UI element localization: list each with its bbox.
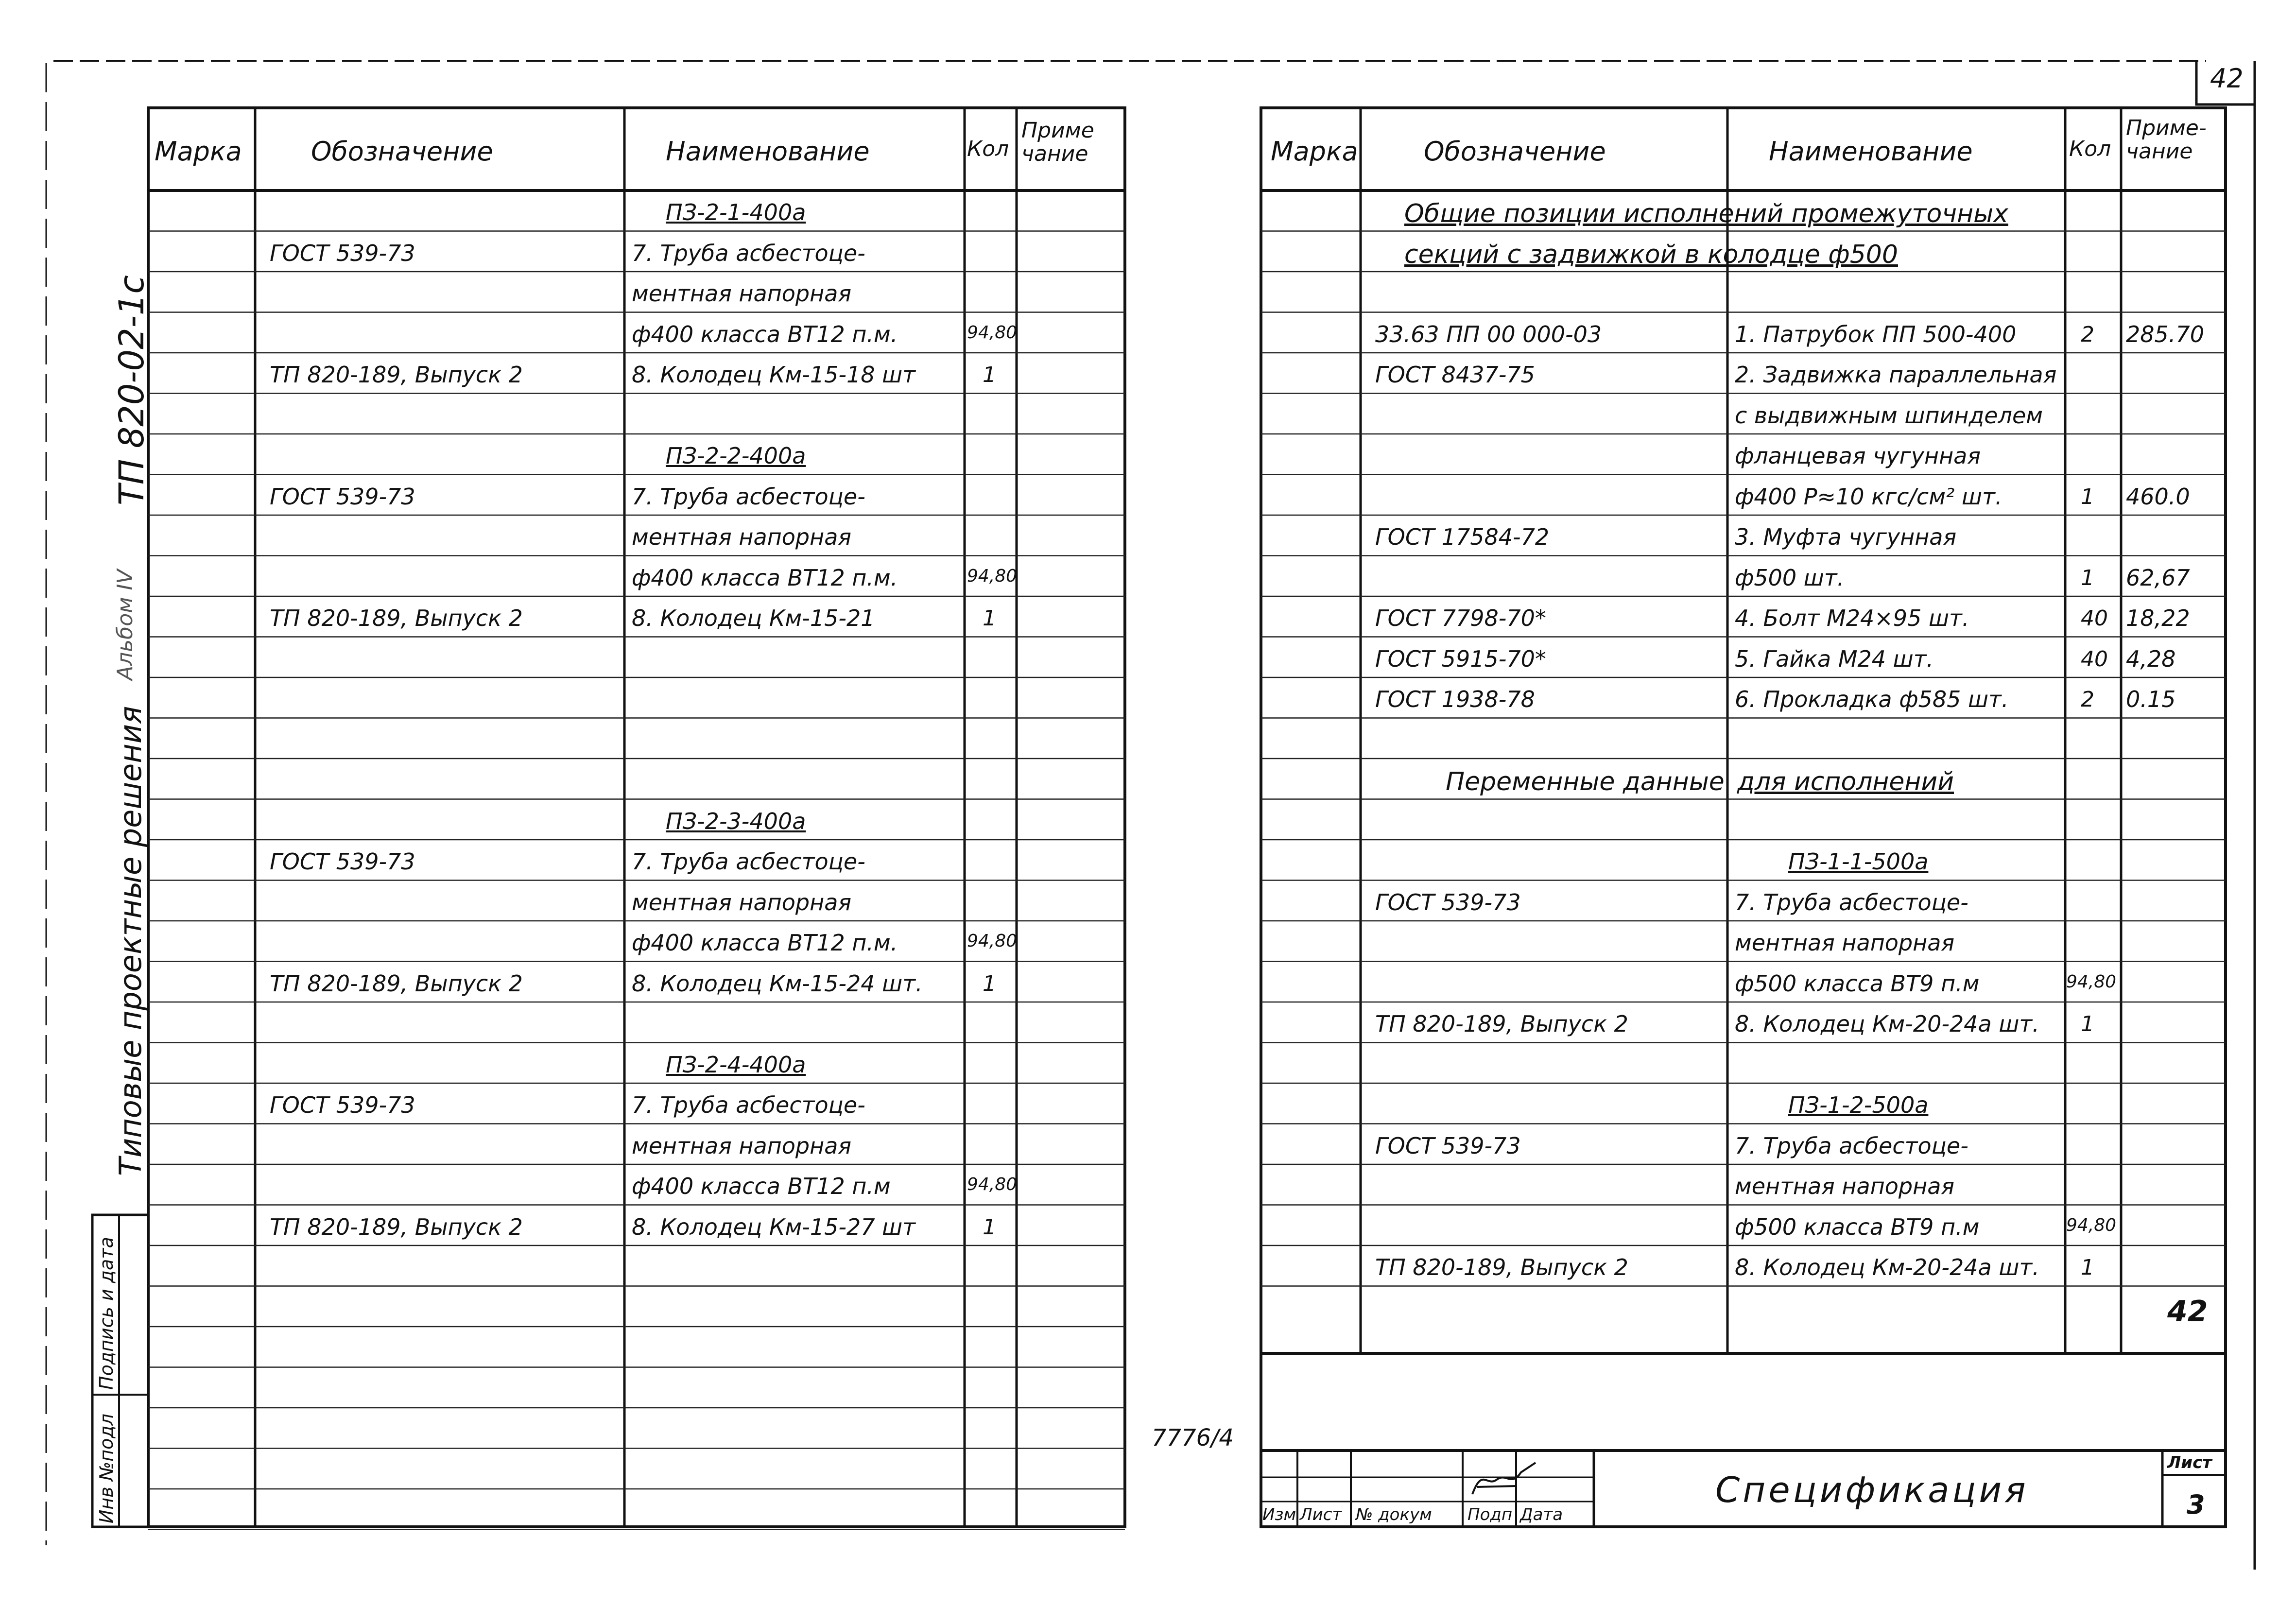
table-row-designation: ТП 820-189, Выпуск 2 — [1375, 1011, 1628, 1037]
table-row-designation: ГОСТ 539-73 — [270, 1092, 415, 1118]
table-row-designation: Переменные данные — [1446, 767, 1725, 796]
table-row-name: ПЗ-2-4-400а — [666, 1051, 806, 1078]
table-row-name: 2. Задвижка параллельная — [1735, 362, 2057, 388]
table-row-qty: 1 — [2081, 484, 2094, 509]
table-row-name: ф500 шт. — [1735, 564, 1845, 591]
sheet-number: 3 — [2187, 1489, 2205, 1520]
table-row-name: 8. Колодец Км-15-21 — [632, 605, 875, 631]
table-row-name: 1. Патрубок ПП 500-400 — [1735, 321, 2017, 347]
table-row-name: 3. Муфта чугунная — [1735, 524, 1957, 550]
table-row-designation: ТП 820-189, Выпуск 2 — [1375, 1254, 1628, 1280]
series-label: Типовые проектные решения — [113, 706, 148, 1176]
table-row-name: 5. Гайка М24 шт. — [1735, 645, 1934, 672]
table-row-qty: 2 — [2081, 322, 2094, 347]
table-row-designation: Общие позиции исполнений промежуточных — [1404, 199, 2008, 228]
table-row-qty: 94,80 — [967, 566, 1018, 586]
left-header-mark: Марка — [155, 136, 242, 167]
sheet-label: Лист — [2167, 1453, 2212, 1472]
title-col-doc: № докум — [1356, 1505, 1432, 1524]
table-row-name: ПЗ-2-2-400а — [666, 443, 806, 469]
table-row-name: 7. Труба асбестоце- — [632, 240, 865, 266]
right-header-mark: Марка — [1271, 136, 1358, 167]
table-row-name: ментная напорная — [1735, 930, 1955, 956]
table-row-qty: 1 — [983, 606, 996, 631]
table-row-name: ф400 класса ВТ12 п.м — [632, 1173, 891, 1199]
table-row-name: 7. Труба асбестоце- — [1735, 889, 1968, 916]
table-row-designation: ГОСТ 539-73 — [1375, 1132, 1521, 1159]
table-row-designation: 33.63 ПП 00 000-03 — [1375, 321, 1602, 347]
table-row-qty: 40 — [2081, 606, 2108, 631]
left-header-note: Приме чание — [1021, 118, 1094, 167]
table-row-designation: ГОСТ 539-73 — [270, 483, 415, 510]
table-row-name: ф400 класса ВТ12 п.м. — [632, 930, 898, 956]
table-row-qty: 40 — [2081, 646, 2108, 672]
album-label: Альбом IV — [113, 569, 138, 680]
table-row-name: 7. Труба асбестоце- — [1735, 1132, 1968, 1159]
table-row-qty: 1 — [2081, 565, 2094, 590]
left-header-qty: Кол — [967, 137, 1009, 161]
table-row-designation: ГОСТ 8437-75 — [1375, 362, 1535, 388]
table-row-designation: ГОСТ 1938-78 — [1375, 686, 1535, 712]
right-header-qty: Кол — [2069, 137, 2111, 161]
table-row-qty: 94,80 — [967, 1175, 1018, 1194]
table-row-name: 8. Колодец Км-20-24а шт. — [1735, 1011, 2039, 1037]
title-col-izm: Изм — [1262, 1505, 1296, 1524]
table-row-name: ф500 класса ВТ9 п.м — [1735, 1213, 1980, 1240]
table-row-name: ментная напорная — [632, 280, 852, 307]
table-row-note: 42 — [2167, 1294, 2208, 1329]
table-row-name: для исполнений — [1737, 767, 1954, 796]
table-row-name: фланцевая чугунная — [1735, 443, 1981, 469]
table-row-note: 460.0 — [2126, 483, 2190, 510]
table-row-qty: 1 — [983, 1214, 996, 1240]
right-header-note: Приме-чание — [2126, 116, 2207, 164]
table-row-name: ПЗ-2-1-400а — [666, 199, 806, 225]
table-row-note: 0.15 — [2126, 686, 2176, 712]
table-row-name: ментная напорная — [1735, 1173, 1955, 1199]
stamp-inventory-label: Инв №подл — [96, 1414, 117, 1523]
table-row-name: 8. Колодец Км-15-18 шт — [632, 362, 916, 388]
table-row-designation: ГОСТ 539-73 — [270, 848, 415, 875]
table-row-designation: секций с задвижкой в колодце ф500 — [1404, 240, 1898, 269]
title-col-date: Дата — [1520, 1505, 1563, 1524]
table-row-name: ПЗ-1-2-500а — [1788, 1092, 1929, 1118]
table-row-qty: 94,80 — [2066, 971, 2117, 992]
table-row-qty: 94,80 — [967, 322, 1018, 343]
page-number: 42 — [2210, 63, 2244, 94]
table-row-designation: ТП 820-189, Выпуск 2 — [270, 1213, 523, 1240]
table-row-qty: 2 — [2081, 687, 2094, 712]
drawing-code: ТП 820-02-1с — [112, 275, 152, 505]
left-header-designation: Обозначение — [311, 136, 493, 167]
title-col-sign: Подп — [1467, 1505, 1513, 1524]
table-row-name: ф400 Р≈10 кгс/см² шт. — [1735, 483, 2003, 510]
table-row-note: 62,67 — [2126, 564, 2190, 591]
table-row-name: ментная напорная — [632, 1132, 852, 1159]
table-row-designation: ТП 820-189, Выпуск 2 — [270, 362, 523, 388]
table-row-name: с выдвижным шпинделем — [1735, 402, 2043, 429]
table-row-qty: 94,80 — [967, 931, 1018, 951]
table-row-designation: ГОСТ 7798-70* — [1375, 605, 1546, 631]
table-row-note: 285.70 — [2126, 321, 2204, 347]
table-row-qty: 1 — [983, 363, 996, 387]
stamp-signature-label: Подпись и дата — [96, 1237, 117, 1390]
table-row-name: ф400 класса ВТ12 п.м. — [632, 564, 898, 591]
right-header-name: Наименование — [1769, 136, 1973, 167]
table-row-designation: ГОСТ 5915-70* — [1375, 645, 1546, 672]
table-row-name: ф500 класса ВТ9 п.м — [1735, 970, 1980, 997]
table-row-designation: ТП 820-189, Выпуск 2 — [270, 605, 523, 631]
table-row-qty: 1 — [2081, 1012, 2094, 1037]
table-row-name: 8. Колодец Км-20-24а шт. — [1735, 1254, 2039, 1280]
table-row-name: 7. Труба асбестоце- — [632, 483, 865, 510]
table-row-qty: 94,80 — [2066, 1215, 2117, 1235]
table-row-name: 4. Болт М24×95 шт. — [1735, 605, 1969, 631]
table-row-designation: ГОСТ 539-73 — [1375, 889, 1521, 916]
table-row-name: 6. Прокладка ф585 шт. — [1735, 686, 2009, 712]
table-row-designation: ГОСТ 539-73 — [270, 240, 415, 266]
table-row-name: ПЗ-2-3-400а — [666, 808, 806, 834]
left-header-name: Наименование — [666, 136, 870, 167]
table-row-name: 7. Труба асбестоце- — [632, 848, 865, 875]
inventory-number: 7776/4 — [1152, 1424, 1234, 1451]
table-row-name: ментная напорная — [632, 524, 852, 550]
table-row-qty: 1 — [983, 971, 996, 996]
table-row-designation: ГОСТ 17584-72 — [1375, 524, 1550, 550]
table-row-note: 18,22 — [2126, 605, 2190, 631]
table-row-name: 7. Труба асбестоце- — [632, 1092, 865, 1118]
table-row-qty: 1 — [2081, 1255, 2094, 1280]
right-header-designation: Обозначение — [1424, 136, 1606, 167]
table-row-name: ментная напорная — [632, 889, 852, 916]
spec-title: Спецификация — [1715, 1469, 2029, 1510]
table-row-designation: ТП 820-189, Выпуск 2 — [270, 970, 523, 997]
table-row-note: 4,28 — [2126, 645, 2176, 672]
table-row-name: ф400 класса ВТ12 п.м. — [632, 321, 898, 347]
table-row-name: 8. Колодец Км-15-24 шт. — [632, 970, 923, 997]
title-col-list: Лист — [1300, 1505, 1342, 1524]
table-row-name: 8. Колодец Км-15-27 шт — [632, 1213, 916, 1240]
table-row-name: ПЗ-1-1-500а — [1788, 848, 1929, 875]
